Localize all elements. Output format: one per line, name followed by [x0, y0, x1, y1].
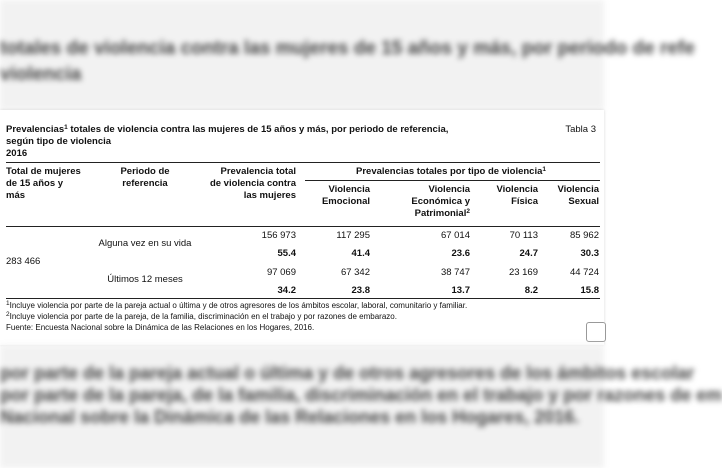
- periodo-row-1: Alguna vez en su vida: [98, 238, 192, 249]
- header-bottom-rule: [6, 226, 600, 227]
- header-periodo: Periodo de referencia: [120, 166, 170, 189]
- header-violencia-sexual: Violencia Sexual: [557, 184, 599, 207]
- row2-total-pct: 34.2: [277, 285, 296, 296]
- blurred-background-text-bottom: [0, 345, 722, 468]
- row1-sexual-abs: 85 962: [569, 230, 599, 241]
- row2-sexual-abs: 44 724: [569, 267, 599, 278]
- header-violencia-economica: Violencia Económica y Patrimonial$^2$: [411, 184, 470, 219]
- header-violencia-fisica: Violencia Física: [496, 184, 538, 207]
- row1-fisica-abs: 70 113: [509, 230, 538, 241]
- header-group-tipo-violencia: Prevalencias totales por tipo de violencia$^1$: [356, 166, 546, 177]
- source-note: Fuente: Encuesta Nacional sobre la Dinámica de las Relaciones en los Hogares, 2016.: [6, 323, 315, 332]
- row2-total-abs: 97 069: [266, 267, 296, 278]
- title-text-rest: totales de violencia contra las mujeres de 15 años y más, por periodo de referencia,: [67, 124, 449, 135]
- row1-economica-abs: 67 014: [440, 230, 470, 241]
- group-header-rule: [305, 180, 600, 181]
- row2-emocional-abs: 67 342: [340, 267, 370, 278]
- table-top-rule: [6, 162, 600, 163]
- table-title: [6, 124, 476, 160]
- table-bottom-rule: [6, 298, 600, 299]
- table-number-label: Tabla 3: [565, 124, 596, 135]
- background-line: por parte de la pareja, de la familia, discriminación en el trabajo y por razones de em: [0, 385, 722, 405]
- row1-total-pct: 55.4: [277, 248, 296, 259]
- background-line: totales de violencia contra las mujeres de 15 años y más, por periodo de refe: [0, 38, 695, 59]
- footnote-2: $^2$Incluye violencia por parte de la pareja, de la familia, discriminación en el trabajo y por razones de embarazo.: [6, 311, 397, 321]
- header-violencia-emocional: Violencia Emocional: [321, 184, 370, 207]
- row1-emocional-abs: 117 295: [336, 230, 370, 241]
- row1-fisica-pct: 24.7: [519, 248, 538, 259]
- row1-emocional-pct: 41.4: [351, 248, 370, 259]
- total-mujeres-value: 283 466: [6, 256, 41, 267]
- title-year: 2016: [6, 148, 28, 159]
- row1-sexual-pct: 30.3: [580, 248, 599, 259]
- blurred-background-text-top: [0, 0, 695, 110]
- row2-economica-pct: 13.7: [451, 285, 470, 296]
- scroll-button[interactable]: [586, 322, 606, 342]
- row2-sexual-pct: 15.8: [580, 285, 599, 296]
- row2-economica-abs: 38 747: [440, 267, 470, 278]
- periodo-row-2: Últimos 12 meses: [107, 274, 183, 285]
- background-line: por parte de la pareja actual o última y de otros agresores de los ámbitos escolar: [0, 363, 695, 383]
- title-superscript: 1: [64, 124, 68, 131]
- title-line-2: según tipo de violencia: [6, 136, 112, 147]
- background-line: violencia: [0, 64, 82, 85]
- table-document: [0, 110, 604, 345]
- background-line: Nacional sobre la Dinámica de las Relaciones en los Hogares, 2016.: [0, 407, 580, 427]
- header-total-mujeres: Total de mujeres de 15 años y más: [6, 166, 81, 201]
- row2-emocional-pct: 23.8: [351, 285, 370, 296]
- title-text: Prevalencias: [6, 124, 65, 135]
- header-prevalencia-total: Prevalencia total de violencia contra las mujeres: [209, 166, 296, 201]
- row2-fisica-abs: 23 169: [508, 267, 538, 278]
- row1-total-abs: 156 973: [261, 230, 296, 241]
- footnote-1: $^1$Incluye violencia por parte de la pareja actual o última y de otros agresores de los ámbitos escolar, laboral, comunitario y familiar.: [6, 300, 468, 310]
- row1-economica-pct: 23.6: [451, 248, 470, 259]
- row2-fisica-pct: 8.2: [524, 285, 538, 296]
